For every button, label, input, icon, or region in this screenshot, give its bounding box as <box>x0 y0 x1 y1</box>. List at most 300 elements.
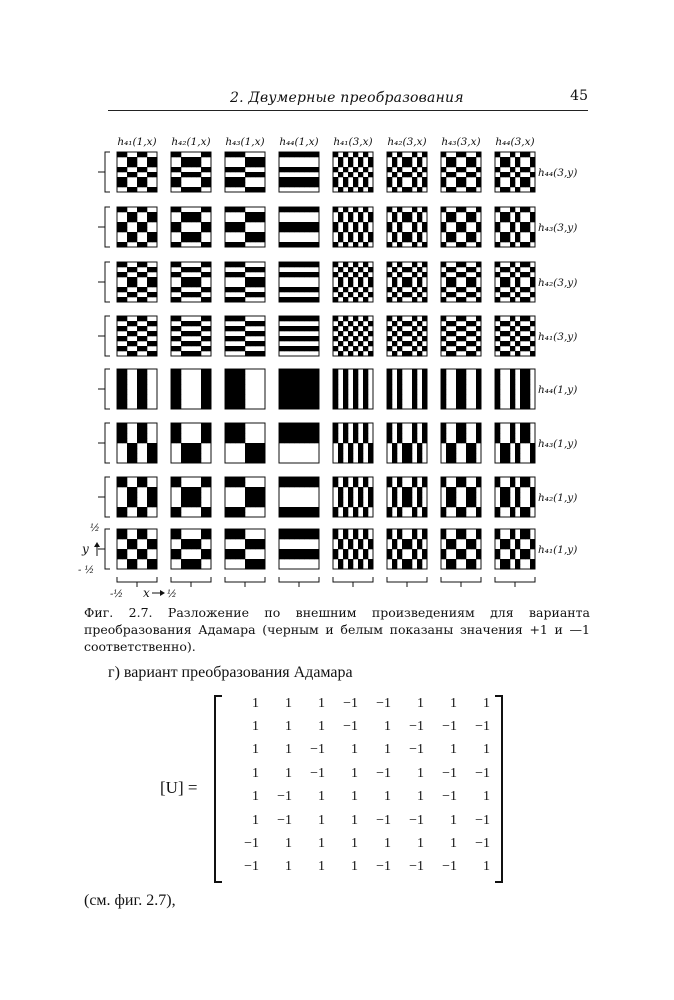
tile-cell-positive <box>466 232 471 237</box>
tile-cell-positive <box>191 539 196 544</box>
tile-cell-positive <box>446 187 451 192</box>
tile-cell-positive <box>255 502 260 507</box>
tile-cell-positive <box>520 182 525 187</box>
tile-cell-positive <box>206 272 211 277</box>
tile-cell-positive <box>530 559 535 564</box>
tile-cell-positive <box>186 559 191 564</box>
matrix-label: [U] = <box>160 778 198 797</box>
tile-cell-positive <box>235 428 240 433</box>
tile-cell-positive <box>363 326 368 331</box>
tile-cell-positive <box>343 227 348 232</box>
tile-cell-positive <box>417 453 422 458</box>
tile-cell-positive <box>525 433 530 438</box>
tile-cell-positive <box>309 242 314 247</box>
tile-cell-positive <box>417 458 422 463</box>
tile-cell-positive <box>441 477 446 482</box>
tile-cell-positive <box>127 443 132 448</box>
tile-cell-positive <box>515 341 520 346</box>
tile-cell-positive <box>333 336 338 341</box>
tile-cell-positive <box>117 477 122 482</box>
tile-cell-positive <box>495 482 500 487</box>
tile-cell-positive <box>363 389 368 394</box>
tile-cell-positive <box>441 549 446 554</box>
matrix-right-bracket <box>495 695 503 883</box>
tile-cell-positive <box>363 287 368 292</box>
tile-cell-positive <box>520 369 525 374</box>
tile-cell-positive <box>505 282 510 287</box>
tile-cell-positive <box>235 326 240 331</box>
tile-cell-positive <box>176 433 181 438</box>
tile-cell-positive <box>176 477 181 482</box>
tile-cell-positive <box>147 162 152 167</box>
tile-cell-positive <box>176 227 181 232</box>
tile-cell-positive <box>309 182 314 187</box>
tile-cell-positive <box>422 507 427 512</box>
tile-cell-positive <box>476 423 481 428</box>
tile-cell-positive <box>397 423 402 428</box>
tile-cell-positive <box>284 316 289 321</box>
tile-cell-positive <box>235 346 240 351</box>
tile-cell-positive <box>510 177 515 182</box>
tile-cell-positive <box>284 379 289 384</box>
tile-cell-positive <box>235 549 240 554</box>
tile-cell-positive <box>397 399 402 404</box>
tile-cell-positive <box>117 512 122 517</box>
tile-cell-positive <box>181 539 186 544</box>
tile-cell-positive <box>461 326 466 331</box>
tile-cell-positive <box>343 262 348 267</box>
tile-cell-positive <box>294 152 299 157</box>
tile-cell-positive <box>412 423 417 428</box>
tile-cell-positive <box>476 404 481 409</box>
tile-cell-positive <box>176 399 181 404</box>
matrix-cell: −1 <box>475 836 490 852</box>
tile-cell-positive <box>230 507 235 512</box>
tile-cell-positive <box>343 423 348 428</box>
tile-cell-positive <box>142 272 147 277</box>
tile-cell-positive <box>176 316 181 321</box>
tile-cell-positive <box>402 453 407 458</box>
tile-cell-positive <box>279 554 284 559</box>
tile-cell-positive <box>476 438 481 443</box>
tile-cell-positive <box>368 559 373 564</box>
tile-cell-positive <box>289 242 294 247</box>
tile-cell-positive <box>152 237 157 242</box>
tile-cell-positive <box>500 448 505 453</box>
tile-cell-positive <box>520 227 525 232</box>
tile-cell-positive <box>127 187 132 192</box>
tile-cell-positive <box>387 423 392 428</box>
tile-cell-positive <box>250 232 255 237</box>
tile-cell-positive <box>333 549 338 554</box>
tile-cell-positive <box>441 287 446 292</box>
tile-cell-positive <box>333 399 338 404</box>
tile-cell-positive <box>358 351 363 356</box>
tile-cell-positive <box>495 272 500 277</box>
tile-cell-positive <box>142 379 147 384</box>
row-label: h₄₁(3,y) <box>538 331 578 343</box>
tile-cell-positive <box>196 453 201 458</box>
tile-cell-positive <box>201 549 206 554</box>
tile-cell-positive <box>314 379 319 384</box>
tile-cell-positive <box>520 242 525 247</box>
tile-cell-positive <box>368 292 373 297</box>
tile-cell-positive <box>471 157 476 162</box>
tile-cell-positive <box>171 316 176 321</box>
tile-cell-positive <box>284 297 289 302</box>
tile-cell-positive <box>505 539 510 544</box>
tile-cell-positive <box>225 182 230 187</box>
tile-cell-positive <box>201 534 206 539</box>
tile-cell-positive <box>314 554 319 559</box>
tile-cell-positive <box>368 277 373 282</box>
tile-cell-positive <box>392 497 397 502</box>
tile-cell-positive <box>191 453 196 458</box>
tile-cell-positive <box>451 157 456 162</box>
tile-cell-positive <box>255 539 260 544</box>
tile-cell-positive <box>260 321 265 326</box>
tile-cell-positive <box>451 448 456 453</box>
tile-cell-positive <box>441 297 446 302</box>
tile-cell-positive <box>294 222 299 227</box>
tile-cell-positive <box>250 492 255 497</box>
tile-cell-positive <box>255 267 260 272</box>
tile-cell-positive <box>353 399 358 404</box>
tile-cell-positive <box>348 539 353 544</box>
matrix-cell: 1 <box>285 765 292 781</box>
tile-cell-positive <box>510 534 515 539</box>
tile-cell-positive <box>137 399 142 404</box>
tile-cell-positive <box>309 336 314 341</box>
tile-cell-positive <box>476 399 481 404</box>
tile-cell-positive <box>348 292 353 297</box>
tile-cell-positive <box>240 374 245 379</box>
tile-cell-positive <box>422 207 427 212</box>
tile-cell-positive <box>250 292 255 297</box>
tile-cell-positive <box>289 177 294 182</box>
tile-cell-positive <box>368 321 373 326</box>
tile-cell-positive <box>206 399 211 404</box>
tile-cell-positive <box>397 262 402 267</box>
tile-cell-positive <box>186 212 191 217</box>
tile-cell-positive <box>117 433 122 438</box>
tile-cell-positive <box>407 237 412 242</box>
tile-cell-positive <box>309 438 314 443</box>
tile-cell-positive <box>451 237 456 242</box>
tile-cell-positive <box>333 242 338 247</box>
tile-cell-positive <box>201 379 206 384</box>
tile-cell-positive <box>304 297 309 302</box>
tile-cell-positive <box>500 351 505 356</box>
tile-cell-positive <box>402 232 407 237</box>
tile-cell-positive <box>407 217 412 222</box>
tile-cell-positive <box>142 428 147 433</box>
tile-cell-positive <box>230 374 235 379</box>
tile-cell-positive <box>348 162 353 167</box>
tile-cell-positive <box>456 167 461 172</box>
tile-cell-positive <box>294 507 299 512</box>
tile-cell-positive <box>387 242 392 247</box>
tile-cell-positive <box>387 438 392 443</box>
tile-cell-positive <box>530 162 535 167</box>
tile-cell-positive <box>530 321 535 326</box>
tile-cell-positive <box>255 232 260 237</box>
tile-cell-positive <box>230 326 235 331</box>
tile-cell-positive <box>471 458 476 463</box>
tile-cell-positive <box>181 341 186 346</box>
tile-cell-positive <box>137 433 142 438</box>
tile-cell-positive <box>500 497 505 502</box>
tile-cell-positive <box>171 152 176 157</box>
tile-cell-positive <box>279 262 284 267</box>
tile-cell-positive <box>456 177 461 182</box>
tile-cell-positive <box>412 529 417 534</box>
tile-cell-positive <box>240 336 245 341</box>
tile-cell-positive <box>132 277 137 282</box>
tile-cell-positive <box>299 554 304 559</box>
tile-cell-positive <box>520 438 525 443</box>
tile-cell-positive <box>284 242 289 247</box>
tile-cell-positive <box>368 331 373 336</box>
tile-cell-positive <box>343 336 348 341</box>
tile-cell-positive <box>230 272 235 277</box>
tile-cell-positive <box>456 482 461 487</box>
tile-cell-positive <box>387 227 392 232</box>
matrix-row <box>226 832 490 855</box>
matrix-cell: 1 <box>318 789 325 805</box>
tile-cell-positive <box>137 384 142 389</box>
tile-cell-positive <box>289 549 294 554</box>
tile-cell-positive <box>368 487 373 492</box>
tile-cell-positive <box>348 341 353 346</box>
tile-cell-positive <box>500 237 505 242</box>
tile-cell-positive <box>446 282 451 287</box>
tile-cell-positive <box>289 534 294 539</box>
tile-cell-positive <box>525 512 530 517</box>
tile-cell-positive <box>309 316 314 321</box>
tile-cell-positive <box>284 433 289 438</box>
tile-cell-positive <box>152 277 157 282</box>
tile-cell-positive <box>284 482 289 487</box>
tile-cell-positive <box>495 438 500 443</box>
tile-cell-positive <box>363 529 368 534</box>
tile-cell-positive <box>260 277 265 282</box>
tile-cell-positive <box>127 458 132 463</box>
tile-cell-positive <box>127 564 132 569</box>
tile-cell-positive <box>235 477 240 482</box>
tile-cell-positive <box>299 369 304 374</box>
tile-cell-positive <box>495 507 500 512</box>
tile-cell-positive <box>279 297 284 302</box>
tile-cell-positive <box>176 369 181 374</box>
tile-cell-positive <box>250 331 255 336</box>
tile-cell-positive <box>225 207 230 212</box>
tile-cell-positive <box>402 539 407 544</box>
tile-cell-positive <box>230 384 235 389</box>
tile-cell-positive <box>230 477 235 482</box>
tile-cell-positive <box>441 182 446 187</box>
tile-cell-positive <box>289 428 294 433</box>
tile-cell-positive <box>515 277 520 282</box>
tile-cell-positive <box>314 399 319 404</box>
tile-cell-positive <box>353 507 358 512</box>
tile-cell-positive <box>417 448 422 453</box>
tile-cell-positive <box>363 207 368 212</box>
tile-cell-positive <box>343 477 348 482</box>
tile-cell-positive <box>132 321 137 326</box>
tile-cell-positive <box>343 554 348 559</box>
tile-cell-positive <box>191 267 196 272</box>
tile-cell-positive <box>260 564 265 569</box>
tile-cell-positive <box>284 369 289 374</box>
tile-cell-positive <box>245 217 250 222</box>
tile-cell-positive <box>407 157 412 162</box>
tile-cell-positive <box>456 389 461 394</box>
tile-cell-positive <box>333 482 338 487</box>
tile-cell-positive <box>294 399 299 404</box>
tile-cell-positive <box>348 277 353 282</box>
tile-cell-positive <box>397 326 402 331</box>
column-bracket <box>333 577 373 582</box>
tile-cell-positive <box>201 529 206 534</box>
tile-cell-positive <box>284 262 289 267</box>
tile-cell-positive <box>122 389 127 394</box>
tile-cell-positive <box>495 369 500 374</box>
tile-cell-positive <box>206 507 211 512</box>
tile-cell-positive <box>338 157 343 162</box>
tile-cell-positive <box>495 152 500 157</box>
tile-cell-positive <box>309 477 314 482</box>
tile-cell-positive <box>422 379 427 384</box>
tile-cell-positive <box>279 242 284 247</box>
tile-cell-positive <box>387 512 392 517</box>
tile-cell-positive <box>392 487 397 492</box>
tile-cell-positive <box>299 227 304 232</box>
row-bracket <box>105 369 110 409</box>
tile-cell-positive <box>147 448 152 453</box>
tile-cell-positive <box>338 453 343 458</box>
tile-cell-positive <box>525 423 530 428</box>
tile-cell-positive <box>171 242 176 247</box>
tile-cell-positive <box>441 227 446 232</box>
tile-cell-positive <box>343 399 348 404</box>
tile-cell-positive <box>446 331 451 336</box>
tile-cell-positive <box>525 167 530 172</box>
tile-cell-positive <box>338 564 343 569</box>
tile-cell-positive <box>279 287 284 292</box>
tile-cell-positive <box>520 549 525 554</box>
tile-cell-positive <box>279 272 284 277</box>
tile-cell-positive <box>117 507 122 512</box>
tile-cell-positive <box>260 443 265 448</box>
tile-cell-positive <box>500 453 505 458</box>
tile-cell-positive <box>176 529 181 534</box>
tile-cell-positive <box>407 453 412 458</box>
tile-cell-positive <box>500 443 505 448</box>
tile-cell-positive <box>476 529 481 534</box>
tile-cell-positive <box>397 482 402 487</box>
tile-cell-positive <box>142 262 147 267</box>
tile-cell-positive <box>176 554 181 559</box>
tile-cell-positive <box>358 292 363 297</box>
tile-cell-positive <box>137 287 142 292</box>
tile-cell-positive <box>137 379 142 384</box>
tile-cell-positive <box>152 492 157 497</box>
tile-cell-positive <box>402 282 407 287</box>
tile-cell-positive <box>495 297 500 302</box>
tile-cell-positive <box>461 336 466 341</box>
tile-cell-positive <box>240 512 245 517</box>
tile-cell-positive <box>353 242 358 247</box>
tile-cell-positive <box>225 297 230 302</box>
tile-cell-positive <box>314 512 319 517</box>
tile-cell-positive <box>456 336 461 341</box>
tile-cell-positive <box>171 346 176 351</box>
tile-cell-positive <box>181 564 186 569</box>
tile-cell-positive <box>476 336 481 341</box>
tile-cell-positive <box>304 477 309 482</box>
tile-cell-positive <box>412 477 417 482</box>
tile-cell-positive <box>279 336 284 341</box>
tile-cell-positive <box>495 262 500 267</box>
tile-cell-positive <box>407 172 412 177</box>
tile-cell-positive <box>255 162 260 167</box>
tile-cell-positive <box>250 321 255 326</box>
tile-cell-positive <box>225 554 230 559</box>
tile-cell-positive <box>466 267 471 272</box>
tile-cell-positive <box>397 384 402 389</box>
tile-cell-positive <box>387 326 392 331</box>
tile-cell-positive <box>348 453 353 458</box>
tile-cell-positive <box>456 554 461 559</box>
tile-cell-positive <box>127 212 132 217</box>
tile-cell-positive <box>314 272 319 277</box>
tile-cell-positive <box>181 267 186 272</box>
tile-cell-positive <box>309 222 314 227</box>
tile-cell-positive <box>333 404 338 409</box>
tile-cell-positive <box>422 428 427 433</box>
tile-cell-positive <box>368 502 373 507</box>
tile-cell-positive <box>392 162 397 167</box>
tile-cell-positive <box>471 497 476 502</box>
tile-cell-positive <box>181 458 186 463</box>
tile-cell-positive <box>358 492 363 497</box>
tile-cell-positive <box>412 272 417 277</box>
tile-cell-positive <box>441 512 446 517</box>
tile-cell-positive <box>201 316 206 321</box>
tile-cell-positive <box>348 217 353 222</box>
tile-cell-positive <box>343 326 348 331</box>
tile-cell-positive <box>392 448 397 453</box>
tile-cell-positive <box>181 453 186 458</box>
tile-cell-positive <box>500 487 505 492</box>
tile-cell-positive <box>235 207 240 212</box>
tile-cell-positive <box>495 177 500 182</box>
tile-cell-positive <box>461 242 466 247</box>
tile-cell-positive <box>397 374 402 379</box>
tile-cell-positive <box>230 369 235 374</box>
tile-cell-positive <box>137 326 142 331</box>
tile-cell-positive <box>304 272 309 277</box>
tile-cell-positive <box>422 326 427 331</box>
tile-cell-positive <box>299 529 304 534</box>
tile-cell-positive <box>284 207 289 212</box>
tile-cell-positive <box>495 549 500 554</box>
tile-cell-positive <box>206 297 211 302</box>
running-title: 2. Двумерные преобразования <box>230 90 464 106</box>
tile-cell-positive <box>196 187 201 192</box>
tile-cell-positive <box>505 341 510 346</box>
